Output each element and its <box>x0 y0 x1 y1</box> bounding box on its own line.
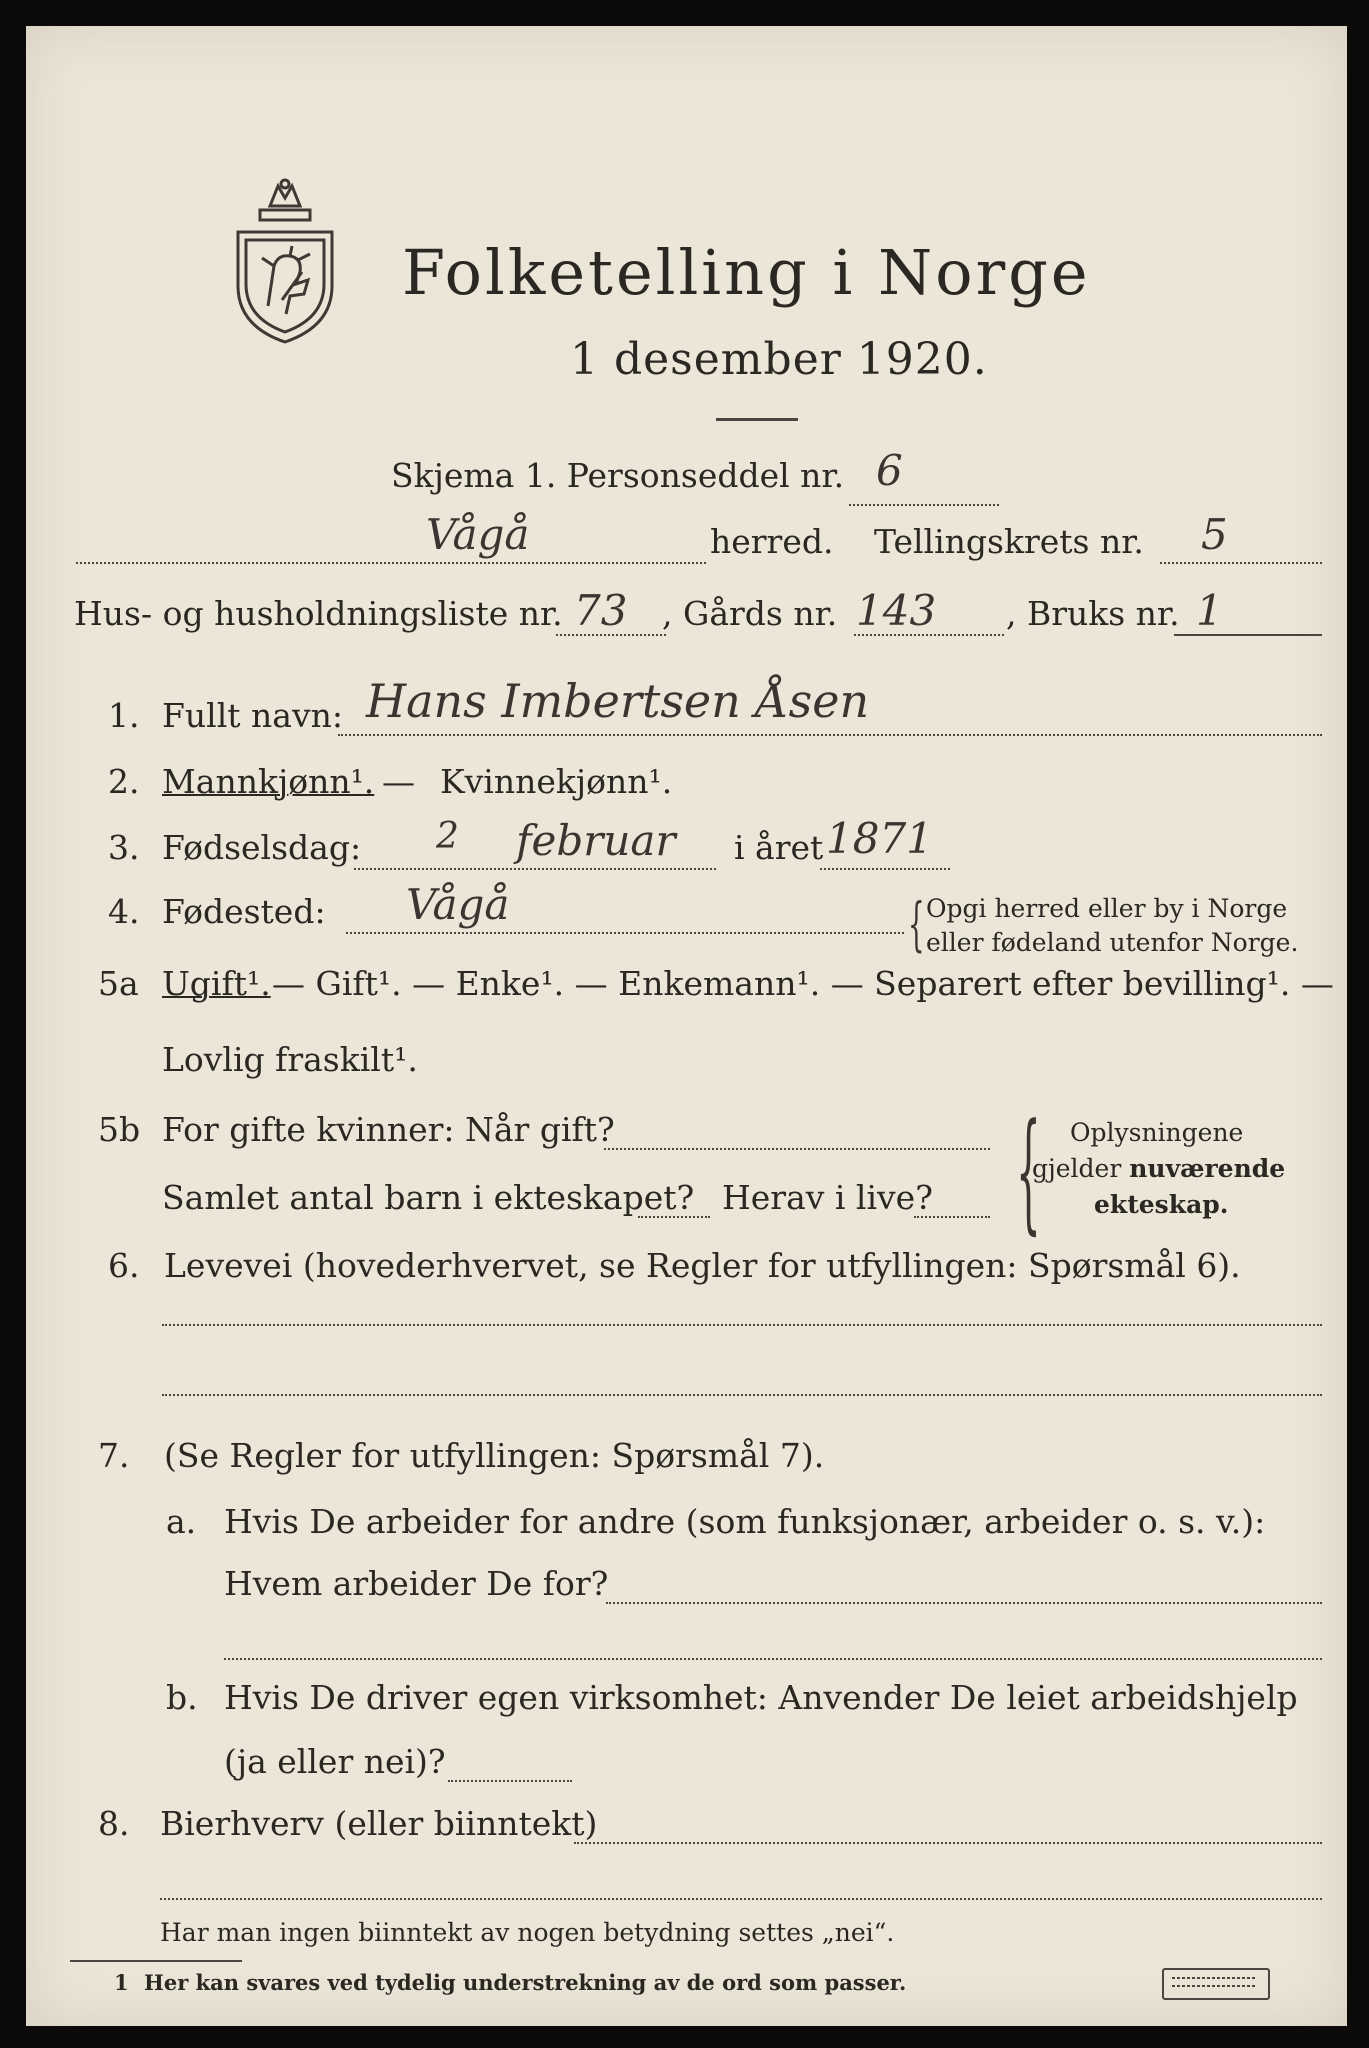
form-title: Folketelling i Norge <box>402 236 1091 309</box>
q7a-label-line1: Hvis De arbeider for andre (som funksjonær, arbeider o. s. v.): <box>224 1502 1266 1541</box>
q8-label: Bierhverv (eller biinntekt) <box>160 1804 598 1843</box>
hus-label: Hus- og husholdningsliste nr. <box>74 594 563 633</box>
footnote-marker: 1 <box>114 1970 129 1995</box>
birth-year-field[interactable] <box>820 868 950 870</box>
tellingskrets-value: 5 <box>1201 510 1228 559</box>
q3-number: 3. <box>108 828 140 867</box>
herred-field[interactable] <box>76 562 706 564</box>
personseddel-field[interactable] <box>849 504 999 506</box>
gards-label: , Gårds nr. <box>662 594 838 633</box>
birthplace-field[interactable] <box>346 932 904 934</box>
hired-help-field[interactable] <box>448 1780 572 1782</box>
q7b-letter: b. <box>166 1678 198 1717</box>
birth-year-label: i året <box>734 828 824 867</box>
birthplace-value: Vågå <box>406 880 510 929</box>
herred-value: Vågå <box>426 510 530 559</box>
sex-male-option[interactable]: Mannkjønn¹. <box>162 762 375 801</box>
q6-label: Levevei (hovederhvervet, se Regler for utfyllingen: Spørsmål 6). <box>164 1246 1241 1285</box>
marriage-note-line1: Oplysningene <box>1070 1118 1244 1147</box>
q5b-number: 5b <box>98 1110 141 1149</box>
birth-day-value: 2 <box>436 816 459 857</box>
side-income-field-line1[interactable] <box>574 1842 1322 1844</box>
census-date: 1 desember 1920. <box>570 334 988 385</box>
children-alive-field[interactable] <box>914 1216 990 1218</box>
bruks-label: , Bruks nr. <box>1006 594 1180 633</box>
sex-separator: — <box>382 762 415 801</box>
tellingskrets-label: Tellingskrets nr. <box>874 522 1144 561</box>
q7b-label-line1: Hvis De driver egen virksomhet: Anvender De leiet arbeidshjelp <box>224 1678 1298 1717</box>
gards-value: 143 <box>856 586 937 635</box>
civil-status-divorced-option[interactable]: Lovlig fraskilt¹. <box>162 1040 418 1079</box>
q5b-label-alive: Herav i live? <box>722 1178 933 1217</box>
civil-status-unmarried-option[interactable]: Ugift¹. <box>162 964 271 1003</box>
marriage-note-brace: { <box>1016 1095 1041 1247</box>
q1-number: 1. <box>108 696 140 735</box>
census-form-sheet <box>26 26 1347 2026</box>
occupation-field-line2[interactable] <box>162 1394 1322 1396</box>
side-income-field-line2[interactable] <box>160 1898 1322 1900</box>
full-name-field[interactable] <box>338 734 1322 736</box>
full-name-value: Hans Imbertsen Åsen <box>366 674 870 728</box>
q6-number: 6. <box>108 1246 140 1285</box>
title-divider <box>716 418 798 421</box>
birthplace-note-brace: { <box>908 890 925 958</box>
married-when-field[interactable] <box>604 1148 990 1150</box>
marriage-note-line2: gjelder nuværende <box>1032 1154 1286 1183</box>
q7b-label-line2: (ja eller nei)? <box>224 1742 446 1781</box>
employer-field-line2[interactable] <box>224 1658 1322 1660</box>
herred-label: herred. <box>710 522 834 561</box>
footnote-text: Her kan svares ved tydelig understrekning av de ord som passer. <box>144 1970 907 1995</box>
q7-label: (Se Regler for utfyllingen: Spørsmål 7). <box>164 1436 825 1475</box>
q5b-label-children: Samlet antal barn i ekteskapet? <box>162 1178 695 1217</box>
birthday-field[interactable] <box>354 868 716 870</box>
q4-label: Fødested: <box>162 892 326 931</box>
footnote-divider <box>70 1960 242 1962</box>
marriage-note-line3: ekteskap. <box>1094 1190 1229 1219</box>
tellingskrets-field[interactable] <box>1160 562 1322 564</box>
q7a-letter: a. <box>166 1502 197 1541</box>
q7a-label-line2: Hvem arbeider De for? <box>224 1564 609 1603</box>
birthplace-note-line2: eller fødeland utenfor Norge. <box>926 928 1299 957</box>
printer-stamp-icon <box>1162 1968 1270 2000</box>
coat-of-arms-icon <box>230 176 340 346</box>
employer-field-line1[interactable] <box>606 1602 1322 1604</box>
q8-number: 8. <box>98 1804 130 1843</box>
birth-month-value: februar <box>516 816 676 865</box>
q2-number: 2. <box>108 762 140 801</box>
hus-value: 73 <box>574 586 628 635</box>
birth-year-value: 1871 <box>826 814 933 863</box>
children-count-field[interactable] <box>638 1216 710 1218</box>
q1-label: Fullt navn: <box>162 696 343 735</box>
q7-number: 7. <box>98 1436 130 1475</box>
civil-status-other-options[interactable]: — Gift¹. — Enke¹. — Enkemann¹. — Separert efter bevilling¹. — <box>272 964 1334 1003</box>
q3-label: Fødselsdag: <box>162 828 362 867</box>
q4-number: 4. <box>108 892 140 931</box>
personseddel-value: 6 <box>876 446 903 495</box>
q5b-label-married-when: For gifte kvinner: Når gift? <box>162 1110 615 1149</box>
sex-female-option[interactable]: Kvinnekjønn¹. <box>440 762 673 801</box>
q8-note: Har man ingen biinntekt av nogen betydning settes „nei“. <box>160 1918 895 1947</box>
q5a-number: 5a <box>98 964 139 1003</box>
occupation-field-line1[interactable] <box>162 1324 1322 1326</box>
schema-label: Skjema 1. Personseddel nr. <box>391 456 845 495</box>
birthplace-note-line1: Opgi herred eller by i Norge <box>926 894 1288 923</box>
bruks-value: 1 <box>1196 586 1223 635</box>
